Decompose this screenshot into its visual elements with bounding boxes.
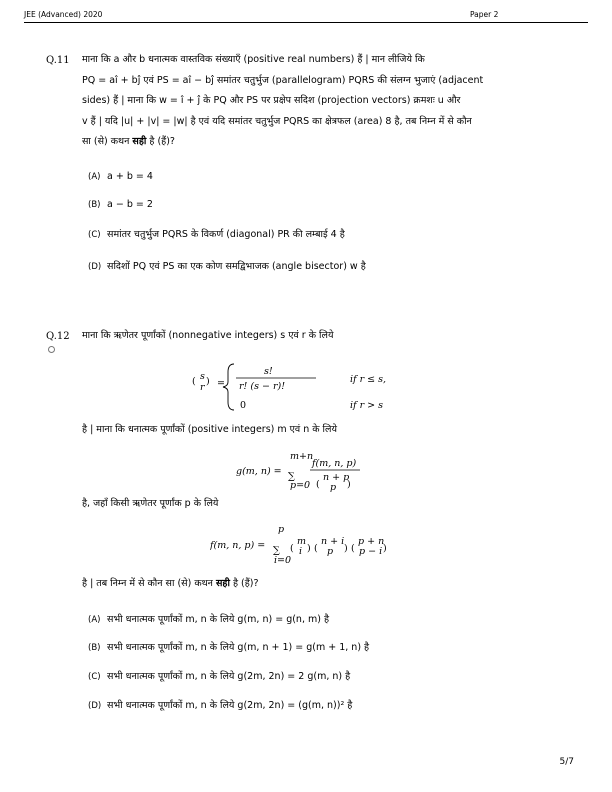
eq1-equals: = (217, 378, 225, 389)
g-lhs: g(m, n) = (236, 466, 282, 477)
binom2-bottom: p (327, 546, 334, 557)
g-den-top: n + p (323, 472, 350, 483)
q12-option-a[interactable]: (A) सभी धनात्मक पूर्णांकों m, n के लिये g(m, n) = g(n, m) है (88, 614, 330, 625)
g-definition-equation (236, 448, 376, 498)
g-den-bottom: p (330, 482, 337, 493)
case2-value: 0 (240, 400, 247, 411)
svg-text:(: ( (290, 543, 294, 554)
q11-line-1: माना कि a और b धनात्मक वास्तविक संख्याएँ (positive real numbers) हैं | मान लीजिये कि (82, 54, 425, 65)
q11-option-d[interactable]: (D) सदिशों PQ एवं PS का एक कोण समद्विभाजक (angle bisector) w है (88, 261, 366, 272)
g-sum-symbol: ∑ (288, 471, 295, 482)
g-sum-top: m+n (290, 451, 314, 462)
binom-bottom: r (200, 382, 205, 393)
q12-text-4: है | तब निम्न में से कौन सा (से) कथन सही है (हैं)? (82, 578, 259, 589)
question-number-11: Q.11 (46, 55, 70, 66)
q12-option-d[interactable]: (D) सभी धनात्मक पूर्णांकों m, n के लिये g(2m, 2n) = (g(m, n))² है (88, 700, 353, 711)
svg-text:(: ( (314, 543, 318, 554)
q11-line-5: सा (से) कथन सही है (हैं)? (82, 136, 175, 147)
q12-option-c[interactable]: (C) सभी धनात्मक पूर्णांकों m, n के लिये g(2m, 2n) = 2 g(m, n) है (88, 671, 351, 682)
svg-text:(: ( (351, 543, 355, 554)
q12-option-b[interactable]: (B) सभी धनात्मक पूर्णांकों m, n के लिये g(m, n + 1) = g(m + 1, n) है (88, 642, 370, 653)
header-paper: Paper 2 (470, 10, 499, 19)
question-number-12: Q.12 (46, 331, 70, 342)
q11-line-2: PQ = aî + bĵ एवं PS = aî − bĵ समांतर चतुर्भुज (parallelogram) PQRS की संलग्न भुजाएं (adjacent (82, 74, 484, 86)
case1-condition: if r ≤ s, (350, 374, 387, 385)
correct-keyword-12: सही (215, 578, 230, 589)
svg-text:(: ( (316, 479, 320, 490)
case1-denominator: r! (s − r)! (239, 381, 286, 392)
g-sum-bottom: p=0 (290, 480, 311, 491)
q11-option-a[interactable]: (A) a + b = 4 (88, 171, 153, 182)
q12-text-3: है, जहाँ किसी ऋणेतर पूर्णांक p के लिये (82, 498, 219, 509)
binomial-definition-equation (190, 360, 430, 414)
q11-line-3: sides) हैं | माना कि w = î + ĵ के PQ और PS पर प्रक्षेप सदिश (projection vectors) क्रमशः u और (82, 95, 461, 106)
binom1-top: m (297, 536, 307, 547)
svg-text:): ) (383, 543, 387, 554)
svg-text:): ) (347, 479, 351, 490)
q11-option-c[interactable]: (C) समांतर चतुर्भुज PQRS के विकर्ण (diagonal) PR की लम्बाई 4 है (88, 229, 345, 240)
binom1-bottom: i (299, 546, 303, 557)
case1-numerator: s! (264, 366, 273, 377)
svg-text:): ) (344, 543, 348, 554)
f-sum-top: p (278, 524, 285, 535)
g-numerator: f(m, n, p) (312, 458, 357, 469)
binom3-top: p + n (358, 536, 385, 547)
case2-condition: if r > s (350, 400, 383, 411)
page-number: 5/7 (559, 757, 574, 767)
q12-intro: माना कि ऋणेतर पूर्णांकों (nonnegative integers) s एवं r के लिये (82, 330, 334, 341)
svg-text:): ) (206, 376, 210, 387)
left-brace (223, 364, 234, 410)
f-sum-symbol: ∑ (273, 545, 280, 556)
correct-keyword: सही (132, 136, 147, 147)
f-definition-equation (210, 522, 410, 572)
question-11-text (82, 50, 524, 153)
marker-circle-icon (48, 346, 55, 353)
q11-line-4: v हैं | यदि |u| + |v| = |w| है एवं यदि समांतर चतुर्भुज PQRS का क्षेत्रफल (area) 8 है, तब निम्न में से कौन (82, 115, 472, 127)
header-rule (24, 22, 588, 23)
q12-text-2: है | माना कि धनात्मक पूर्णांकों (positive integers) m एवं n के लिये (82, 424, 337, 435)
binom3-bottom: p − i (359, 546, 383, 557)
f-lhs: f(m, n, p) = (210, 540, 266, 551)
f-sum-bottom: i=0 (274, 555, 292, 566)
binom-top: s (200, 371, 205, 382)
header-exam-title: JEE (Advanced) 2020 (24, 10, 103, 19)
svg-text:(: ( (192, 376, 196, 387)
q11-option-b[interactable]: (B) a − b = 2 (88, 199, 153, 210)
binom2-top: n + i (321, 536, 345, 547)
svg-text:): ) (307, 543, 311, 554)
